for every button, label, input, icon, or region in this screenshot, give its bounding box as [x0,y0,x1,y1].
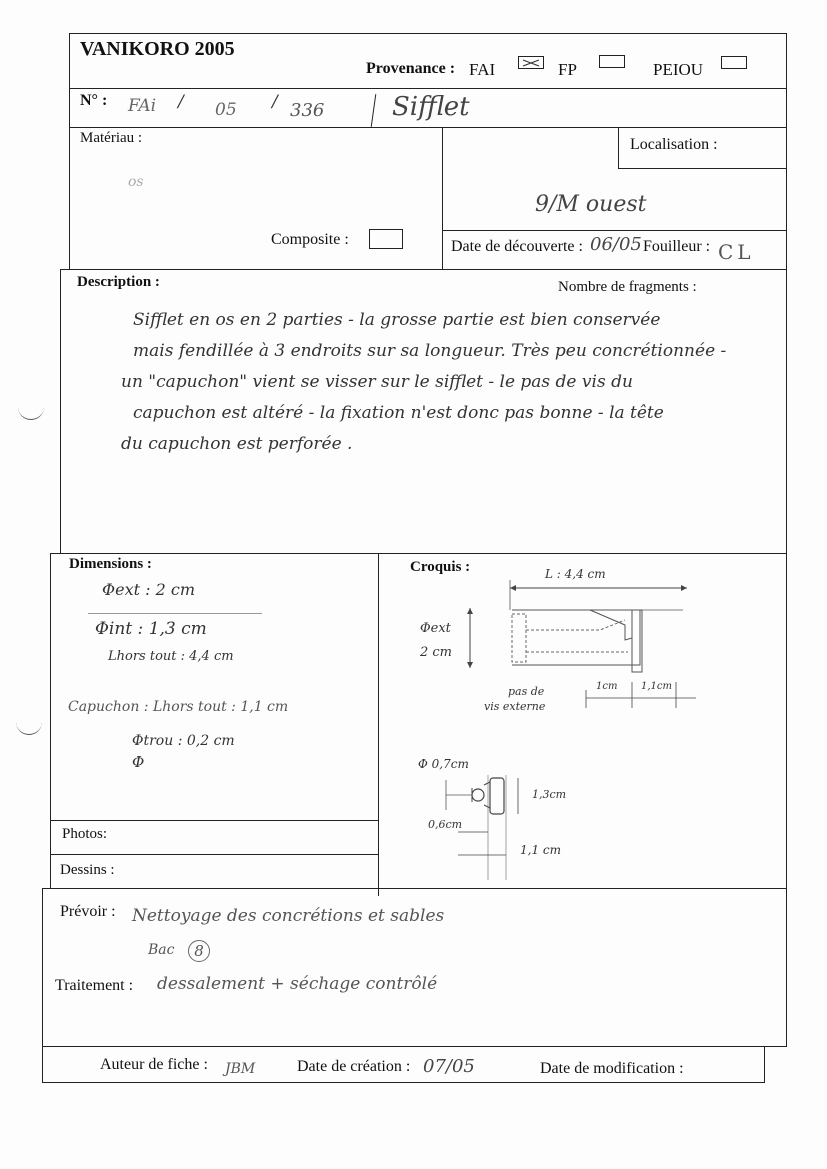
number-part-year: 05 [215,100,237,120]
croquis-label: Croquis : [410,559,471,575]
sketch-diam-bottom: 2 cm [420,645,453,660]
creation-value: 07/05 [423,1056,475,1077]
provenance-fp-checkbox[interactable] [599,55,625,68]
traitement-label: Traitement : [55,977,134,994]
sketch-cap-depth: 0,6cm [428,818,463,831]
provenance-label: Provenance : [366,60,456,77]
sketch-length-label: L : 4,4 cm [545,567,606,581]
provenance-fp-label: FP [558,60,577,79]
sketch-seg-1: 1cm [596,681,618,692]
dessins-label: Dessins : [60,862,115,878]
checkmark-icon [519,57,543,68]
number-part-prefix: FAi [128,96,157,116]
description-line-3: un "capuchon" vient se visser sur le sifflet - le pas de vis du [121,372,633,392]
dim-length: Lhors tout : 4,4 cm [108,649,234,664]
description-line-5: du capuchon est perforée . [121,434,353,454]
dim-phi-int: Φint : 1,3 cm [95,619,207,639]
prevoir-bac-number: 8 [188,940,210,962]
localisation-value: 9/M ouest [535,192,647,217]
dim-phi-trou: Φtrou : 0,2 cm [132,733,235,749]
sketch-diam-top: Φext [420,621,451,636]
fouilleur-label: Fouilleur : [643,238,711,255]
prevoir-bac: Bac [148,942,175,958]
form-title: VANIKORO 2005 [80,38,235,60]
composite-checkbox[interactable] [369,229,403,249]
sketch-thread-1: pas de [508,685,545,698]
fragments-label: Nombre de fragments : [558,279,697,295]
object-name: Sifflet [392,92,470,122]
photos-label: Photos: [62,826,108,842]
description-line-4: capuchon est altéré - la fixation n'est donc pas bonne - la tête [133,403,664,423]
auteur-value: JBM [225,1061,256,1077]
sketch-thread-2: vis externe [484,700,546,713]
sketch-seg-2: 1,1cm [641,681,672,692]
prevoir-value: Nettoyage des concrétions et sables [132,906,445,926]
provenance-fai-checkbox[interactable] [518,56,544,69]
auteur-label: Auteur de fiche : [100,1056,208,1073]
number-sep-1: / [178,92,184,112]
modification-label: Date de modification : [540,1060,684,1077]
traitement-value: dessalement + séchage contrôlé [157,974,438,994]
binder-mark-top [18,405,44,420]
sketch-cap-len: 1,1 cm [520,843,561,857]
provenance-fai-label: FAI [469,60,496,79]
prevoir-label: Prévoir : [60,903,116,920]
number-sep-2: / [272,92,278,112]
dim-phi-ext: Φext : 2 cm [102,580,195,599]
dimensions-label: Dimensions : [69,556,152,572]
creation-label: Date de création : [297,1058,411,1075]
dim-phi-empty: Φ [132,753,145,771]
materiau-label: Matériau : [80,130,143,146]
dim-capuchon: Capuchon : Lhors tout : 1,1 cm [68,699,289,715]
number-part-id: 336 [290,100,325,121]
description-label: Description : [77,274,160,290]
decouverte-value: 06/05 [590,234,642,255]
localisation-label: Localisation : [630,136,718,153]
decouverte-label: Date de découverte : [451,238,583,255]
number-label: N° : [80,92,108,109]
sketch-drawing [400,570,720,880]
sketch-cap-diam: Φ 0,7cm [418,757,469,771]
provenance-peiou-label: PEIOU [653,60,704,79]
description-line-2: mais fendillée à 3 endroits sur sa longueur. Très peu concrétionnée - [133,341,727,361]
binder-mark-bottom [16,720,42,735]
materiau-value: os [128,174,144,190]
composite-label: Composite : [271,231,349,248]
sketch-cap-height: 1,3cm [532,788,567,801]
fouilleur-value: CL [718,240,755,264]
provenance-peiou-checkbox[interactable] [721,56,747,69]
description-line-1: Sifflet en os en 2 parties - la grosse partie est bien conservée [133,310,661,330]
